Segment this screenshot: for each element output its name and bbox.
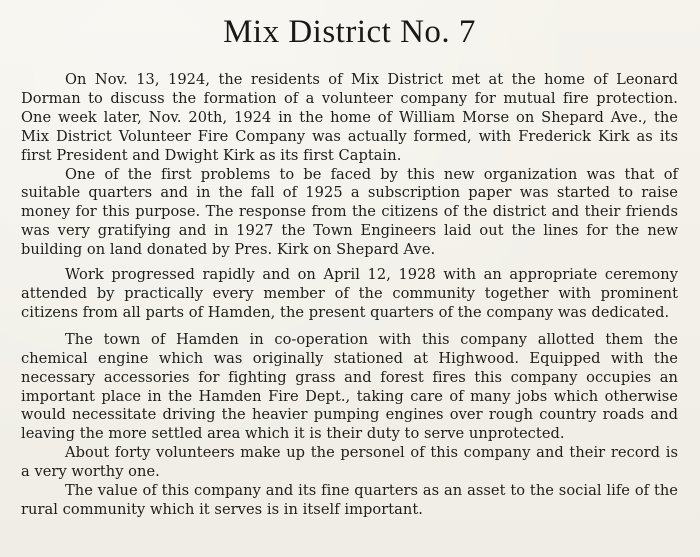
paragraph-volunteers: About forty volunteers make up the personel of this company and their record is a very worthy one. — [21, 444, 678, 481]
paragraph-formation: On Nov. 13, 1924, the residents of Mix District met at the home of Leonard Dorman to discuss the formation of a volunteer company for mutual fire protection. One week later, Nov. 20th, 1924 in the home of William Morse on Shepard Ave., the Mix District Volunteer Fire Company was actually formed, with Frederick Kirk as its first President and Dwight Kirk as its first Captain. — [21, 71, 678, 164]
paragraph-dedication: Work progressed rapidly and on April 12, 1928 with an appropriate ceremony attended by practically every member of the community together with prominent citizens from all parts of Hamden, the present quarters of the company was dedicated. — [21, 266, 678, 321]
paragraph-value: The value of this company and its fine quarters as an asset to the social life of the rural community which it serves is in itself important. — [21, 482, 678, 518]
page-title: Mix District No. 7 — [223, 14, 476, 50]
paragraph-quarters: One of the first problems to be faced by this new organization was that of suitable quarters and in the fall of 1925 a subscription paper was started to raise money for this purpose. The response from the citizens of the district and their friends was very gratifying and in 1927 the Town Engineers laid out the lines for the new building on land donated by Pres. Kirk on Shepard Ave. — [21, 165, 678, 259]
paragraph-chemical-engine: The town of Hamden in co-operation with this company allotted them the chemical engine which was originally stationed at Highwood. Equipped with the necessary accessories for fighting grass and forest fires this company occupies an important place in the Hamden Fire Dept., taking care of many jobs which otherwise would necessitate driving the heavier pumping engines over rough country roads and leaving the more settled area which it is their duty to serve unprotected. — [21, 330, 678, 443]
